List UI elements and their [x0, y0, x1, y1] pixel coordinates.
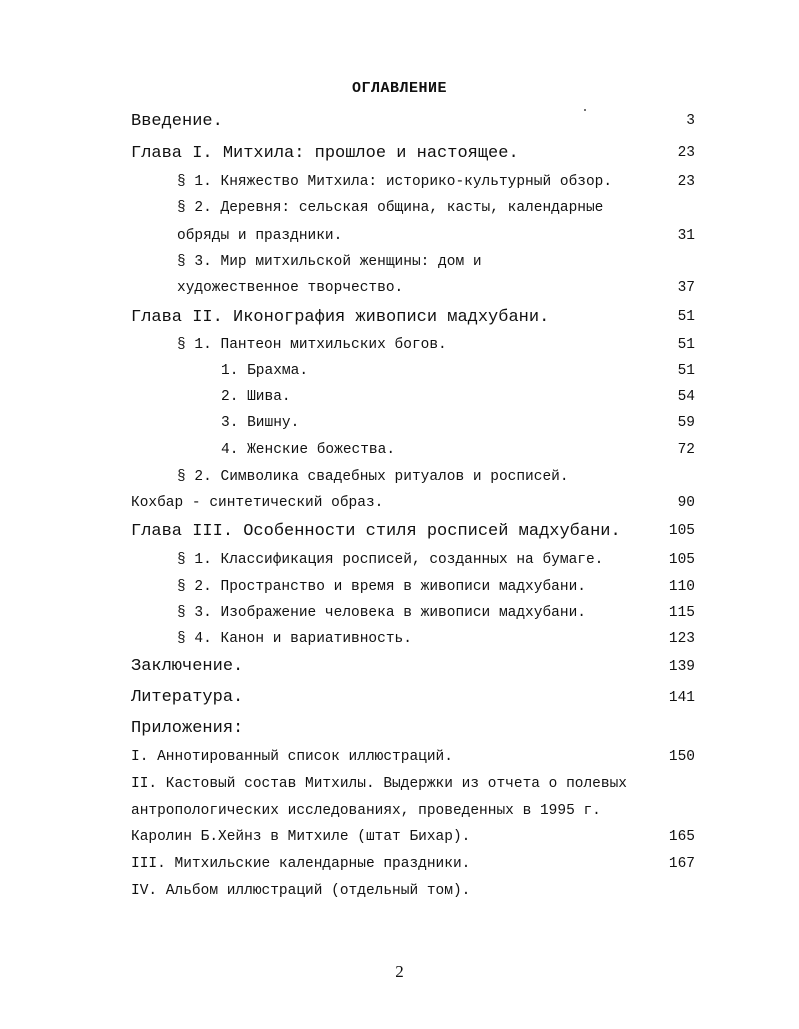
toc-page: 110 — [668, 579, 695, 595]
toc-page: 139 — [668, 659, 695, 675]
toc-entry-section: § 1. Классификация росписей, созданных на бумаге. — [177, 552, 604, 568]
toc-entry-chapter-3: Глава III. Особенности стиля росписей мадхубани. — [131, 522, 621, 541]
page-number: 2 — [395, 962, 404, 981]
toc-entry-section-cont: художественное творчество. — [177, 280, 404, 296]
toc-entry-section: § 2. Деревня: сельская община, касты, календарные — [177, 200, 604, 216]
toc-page: 51 — [677, 363, 695, 379]
toc-entry-appendix-2-cont: Каролин Б.Хейнз в Митхиле (штат Бихар). — [131, 829, 471, 845]
toc-page: 37 — [677, 280, 695, 296]
toc-entry-kohbar: Кохбар - синтетический образ. — [131, 495, 384, 511]
toc-entry-section: § 4. Канон и вариативность. — [177, 631, 412, 647]
toc-entry-section: § 2. Символика свадебных ритуалов и росписей. — [177, 469, 569, 485]
toc-entry-conclusion: Заключение. — [131, 657, 244, 676]
toc-entry-subsection: 3. Вишну. — [221, 415, 300, 431]
toc-entry-bibliography: Литература. — [131, 688, 244, 707]
toc-entry-section: § 3. Мир митхильской женщины: дом и — [177, 254, 482, 270]
toc-page: 141 — [668, 690, 695, 706]
page-title: ОГЛАВЛЕНИЕ — [351, 80, 447, 97]
toc-entry-subsection: 1. Брахма. — [221, 363, 309, 379]
toc-entry-appendices: Приложения: — [131, 719, 244, 738]
toc-entry-section-cont: обряды и праздники. — [177, 228, 343, 244]
toc-entry-chapter-2: Глава II. Иконография живописи мадхубани. — [131, 308, 550, 327]
toc-page: 23 — [677, 174, 695, 190]
toc-page: 31 — [677, 228, 695, 244]
toc-entry-subsection: 4. Женские божества. — [221, 442, 396, 458]
toc-entry-introduction: Введение. — [131, 112, 223, 131]
toc-page: 23 — [677, 145, 695, 161]
toc-entry-subsection: 2. Шива. — [221, 389, 291, 405]
toc-entry-appendix-3: III. Митхильские календарные праздники. — [131, 856, 471, 872]
toc-entry-appendix-4: IV. Альбом иллюстраций (отдельный том). — [131, 883, 471, 899]
toc-page: 115 — [668, 605, 695, 621]
toc-page: 167 — [668, 856, 695, 872]
toc-page: 54 — [677, 389, 695, 405]
toc-entry-section: § 1. Княжество Митхила: историко-культурный обзор. — [177, 174, 613, 190]
toc-page: 51 — [677, 309, 695, 325]
stray-dot — [584, 109, 586, 111]
toc-entry-section: § 3. Изображение человека в живописи мадхубани. — [177, 605, 586, 621]
toc-entry-appendix-2-cont: антропологических исследованиях, проведенных в 1995 г. — [131, 803, 601, 819]
toc-entry-appendix-2: II. Кастовый состав Митхилы. Выдержки из отчета о полевых — [131, 776, 627, 792]
toc-page: 105 — [668, 523, 695, 539]
toc-entry-section: § 2. Пространство и время в живописи мадхубани. — [177, 579, 586, 595]
toc-entry-section: § 1. Пантеон митхильских богов. — [177, 337, 447, 353]
toc-page: 51 — [677, 337, 695, 353]
toc-page: 90 — [677, 495, 695, 511]
toc-page: 165 — [668, 829, 695, 845]
toc-page: 105 — [668, 552, 695, 568]
toc-page: 123 — [668, 631, 695, 647]
toc-page: 3 — [686, 113, 695, 129]
toc-page: 59 — [677, 415, 695, 431]
toc-page: 72 — [677, 442, 695, 458]
toc-entry-appendix-1: I. Аннотированный список иллюстраций. — [131, 749, 453, 765]
toc-entry-chapter-1: Глава I. Митхила: прошлое и настоящее. — [131, 144, 519, 163]
toc-page: 150 — [668, 749, 695, 765]
